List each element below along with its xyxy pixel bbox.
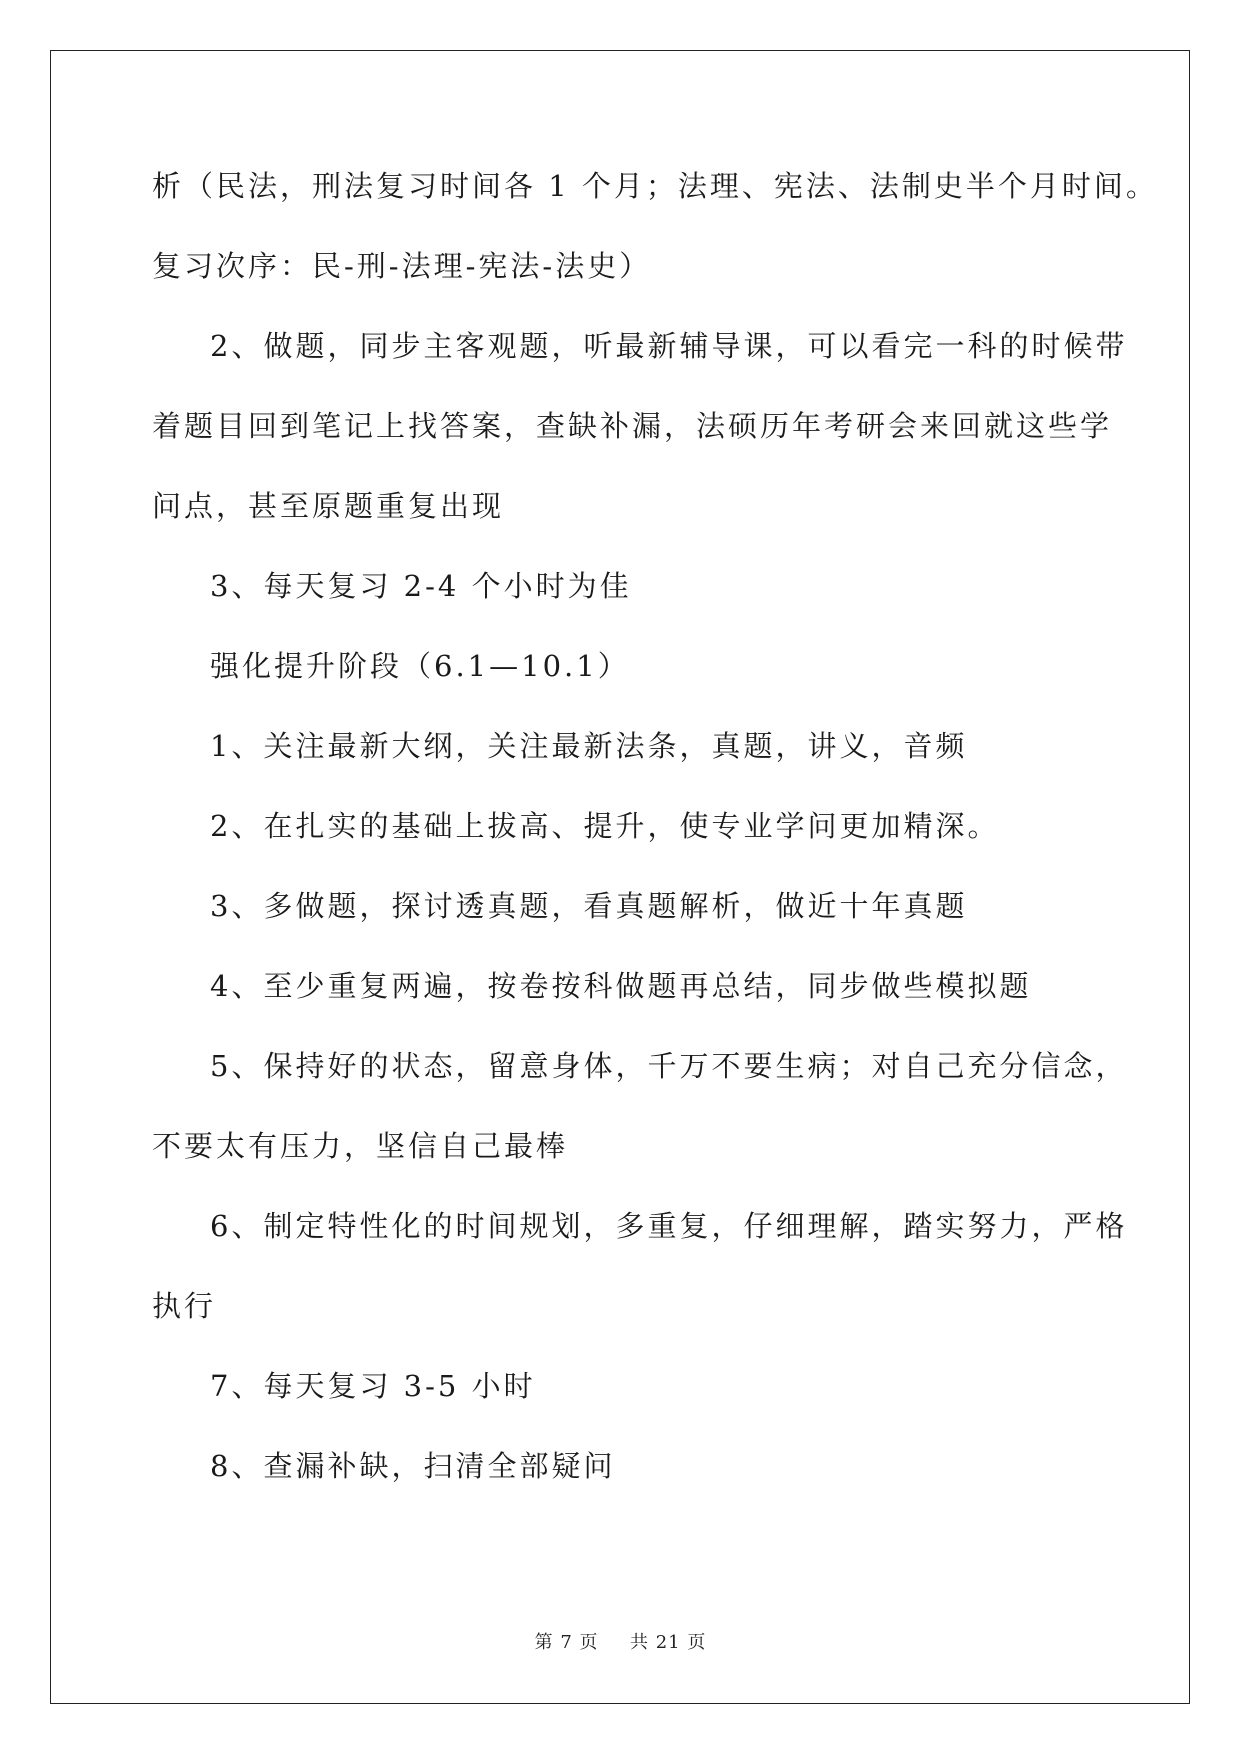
body-line: 6、制定特性化的时间规划，多重复，仔细理解，踏实努力，严格 — [210, 1209, 1128, 1243]
body-line: 执行 — [152, 1289, 217, 1323]
body-line: 问点，甚至原题重复出现 — [152, 489, 505, 523]
body-line: 8、查漏补缺，扫清全部疑问 — [210, 1449, 616, 1483]
body-line: 7、每天复习 3-5 小时 — [210, 1369, 536, 1403]
body-line: 2、在扎实的基础上拔高、提升，使专业学问更加精深。 — [210, 809, 1000, 843]
body-line: 4、至少重复两遍，按卷按科做题再总结，同步做些模拟题 — [210, 969, 1032, 1003]
body-line: 3、多做题，探讨透真题，看真题解析，做近十年真题 — [210, 889, 968, 923]
body-line: 复习次序：民-刑-法理-宪法-法史） — [152, 249, 652, 283]
section-heading: 强化提升阶段（6.1—10.1） — [210, 649, 630, 683]
body-line: 不要太有压力，坚信自己最棒 — [152, 1129, 569, 1163]
body-line: 着题目回到笔记上找答案，查缺补漏，法硕历年考研会来回就这些学 — [152, 409, 1113, 443]
page-total: 共 21 页 — [630, 1632, 707, 1653]
page-footer — [0, 1628, 1241, 1654]
body-line: 2、做题，同步主客观题，听最新辅导课，可以看完一科的时候带 — [210, 329, 1128, 363]
body-line: 1、关注最新大纲，关注最新法条，真题，讲义，音频 — [210, 729, 968, 763]
page-number: 第 7 页 — [534, 1632, 599, 1653]
body-line: 析（民法，刑法复习时间各 1 个月；法理、宪法、法制史半个月时间。 — [152, 169, 1158, 203]
body-line: 3、每天复习 2-4 个小时为佳 — [210, 569, 632, 603]
body-line: 5、保持好的状态，留意身体，千万不要生病；对自己充分信念， — [210, 1049, 1128, 1083]
